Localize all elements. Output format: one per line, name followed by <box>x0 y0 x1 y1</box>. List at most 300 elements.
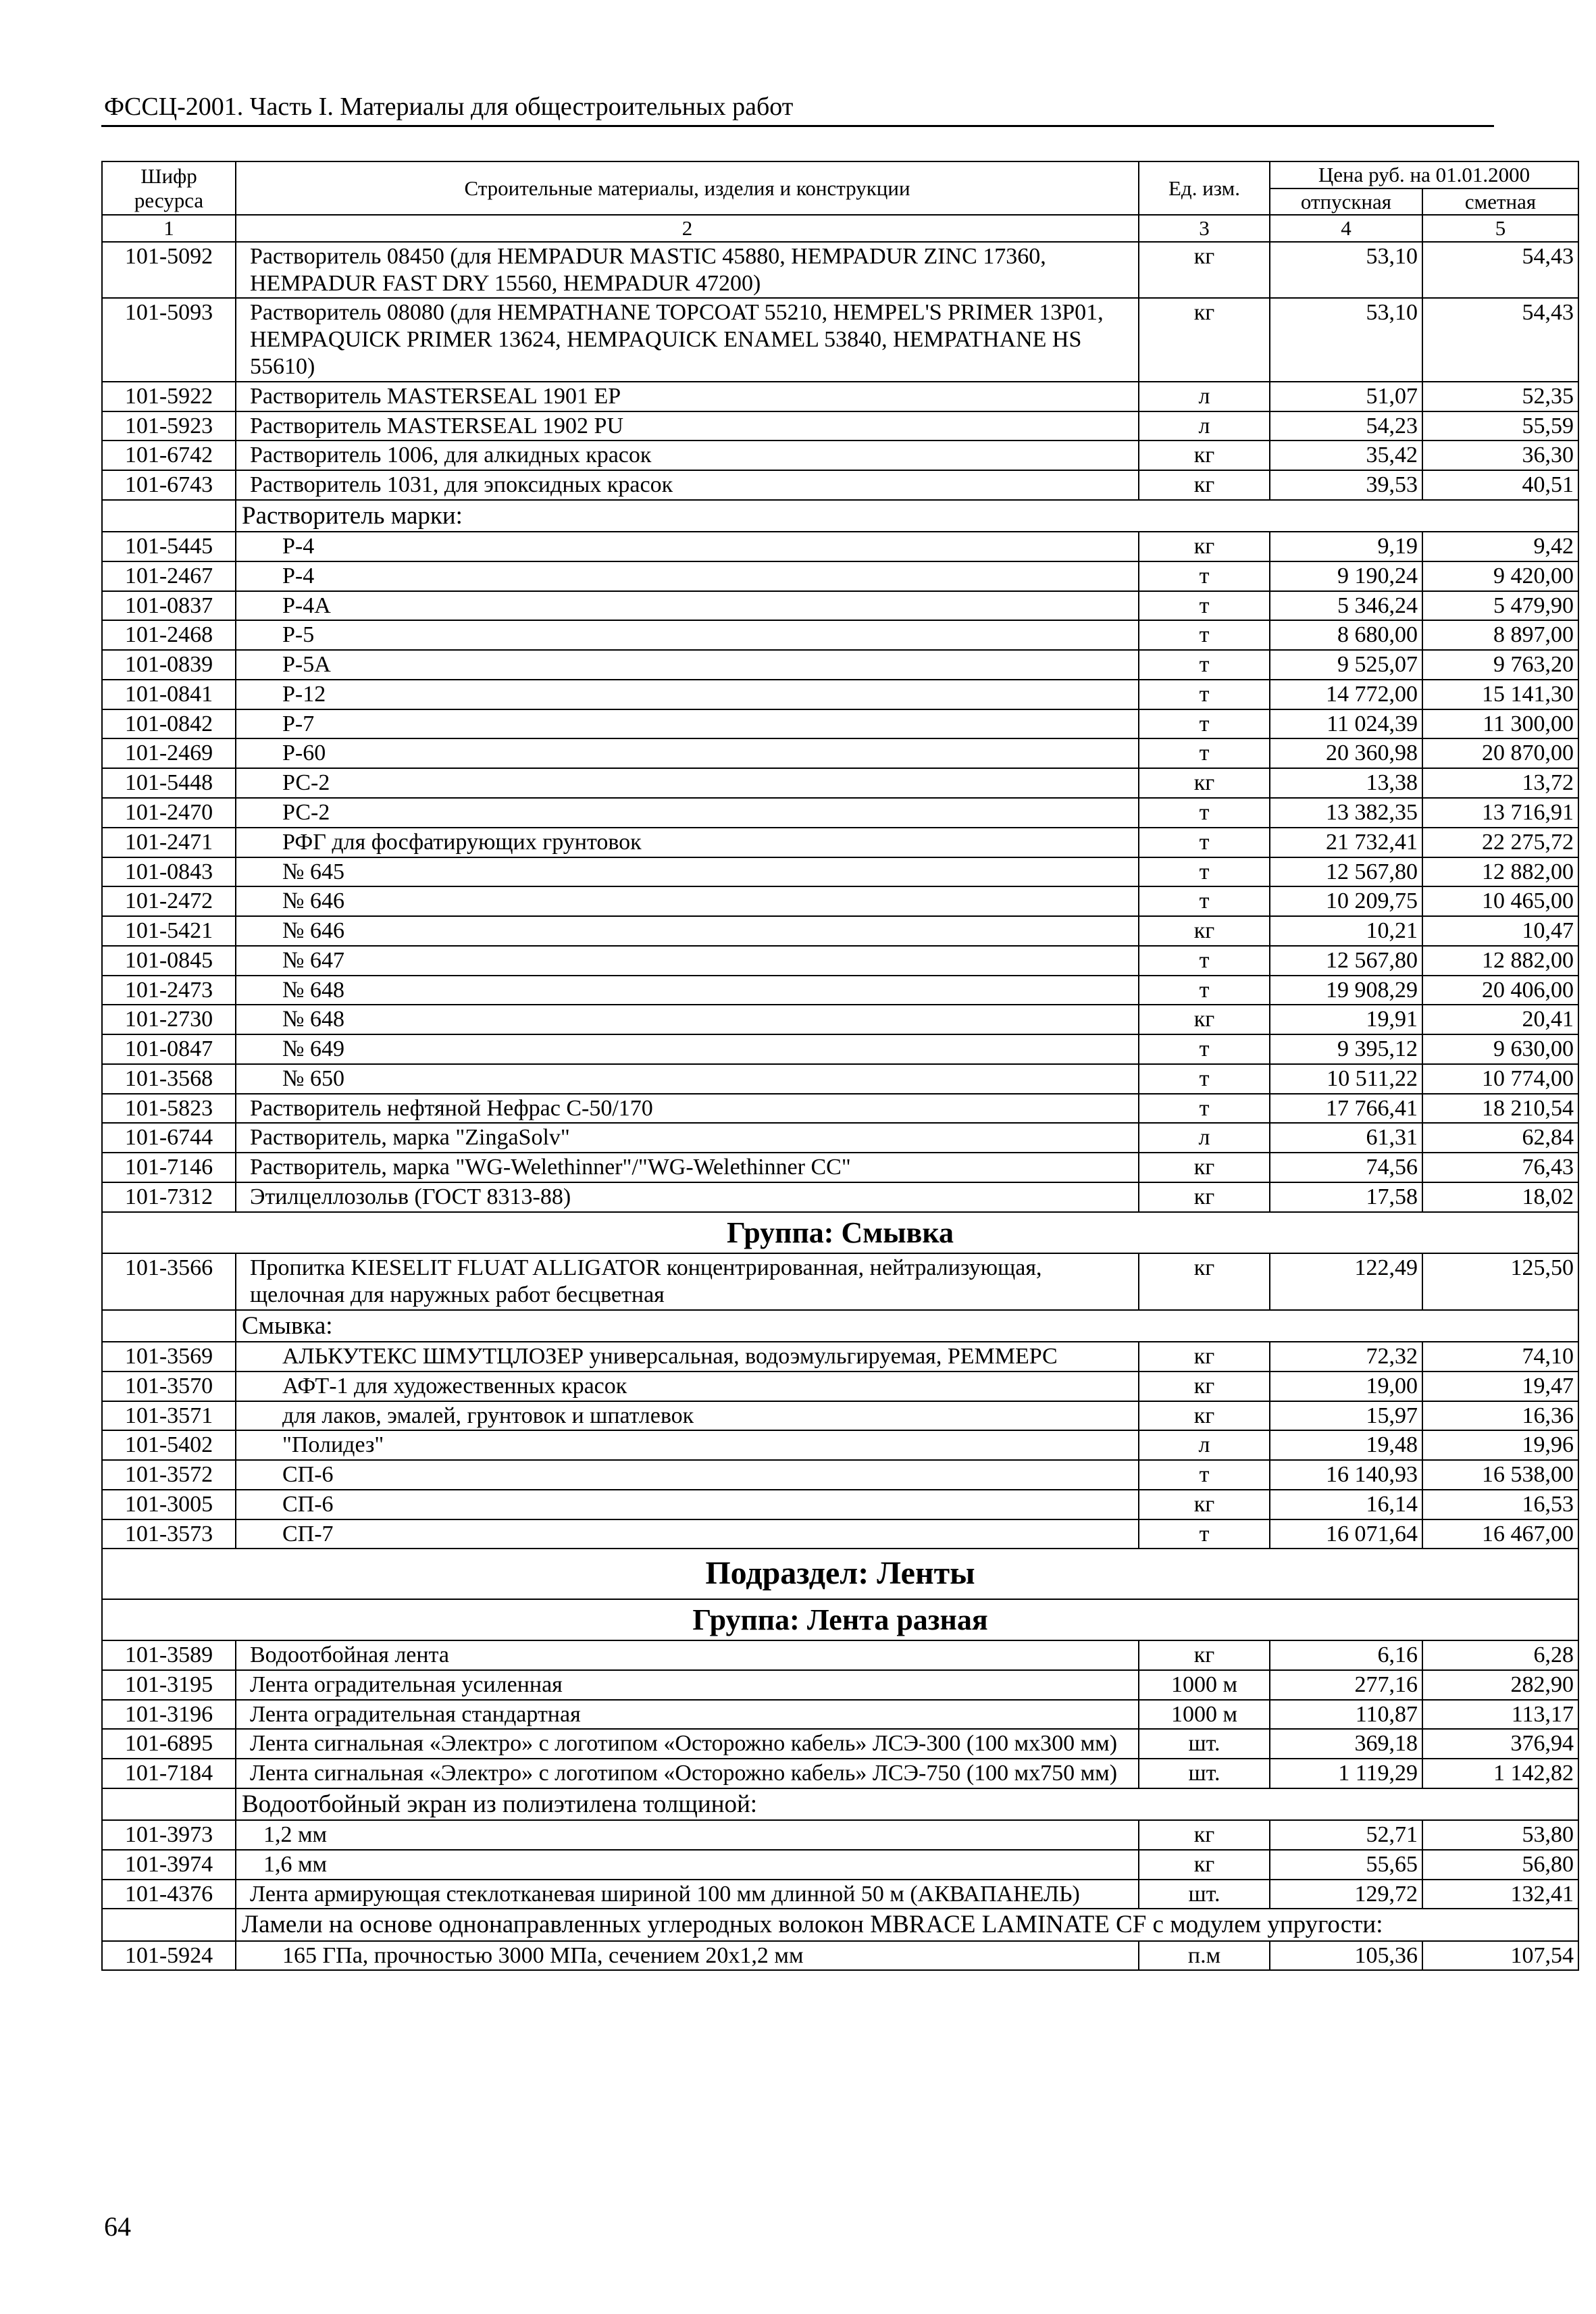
unit-of-measure: кг <box>1139 1153 1270 1182</box>
release-price: 19,00 <box>1270 1372 1422 1401</box>
col-header-code: Шифр ресурса <box>102 161 236 215</box>
estimate-price: 15 141,30 <box>1422 680 1578 709</box>
material-name: 1,6 мм <box>236 1850 1139 1880</box>
table-row <box>102 1123 1578 1153</box>
resource-code: 101-5092 <box>102 242 236 299</box>
unit-of-measure: кг <box>1139 1820 1270 1850</box>
release-price: 19,48 <box>1270 1430 1422 1460</box>
material-name: Лента оградительная стандартная <box>236 1700 1139 1730</box>
material-name: Лента сигнальная «Электро» с логотипом «Осторожно кабель» ЛСЭ-300 (100 мх300 мм) <box>236 1729 1139 1759</box>
table-row <box>102 886 1578 916</box>
material-name: № 649 <box>236 1034 1139 1064</box>
release-price: 5 346,24 <box>1270 591 1422 621</box>
estimate-price: 40,51 <box>1422 470 1578 500</box>
resource-code: 101-2730 <box>102 1005 236 1034</box>
release-price: 129,72 <box>1270 1880 1422 1909</box>
estimate-price: 13 716,91 <box>1422 798 1578 828</box>
unit-of-measure: т <box>1139 709 1270 739</box>
unit-of-measure: кг <box>1139 1005 1270 1034</box>
unit-of-measure: т <box>1139 886 1270 916</box>
table-row <box>102 382 1578 411</box>
estimate-price: 52,35 <box>1422 382 1578 411</box>
estimate-price: 22 275,72 <box>1422 828 1578 857</box>
resource-code: 101-3569 <box>102 1342 236 1372</box>
release-price: 55,65 <box>1270 1850 1422 1880</box>
table-row <box>102 1342 1578 1372</box>
unit-of-measure: кг <box>1139 916 1270 946</box>
release-price: 1 119,29 <box>1270 1759 1422 1788</box>
table-row <box>102 441 1578 470</box>
material-name: СП-7 <box>236 1519 1139 1549</box>
table-row <box>102 798 1578 828</box>
col-header-name: Строительные материалы, изделия и конструкции <box>236 161 1139 215</box>
resource-code: 101-3973 <box>102 1820 236 1850</box>
unit-of-measure: т <box>1139 1034 1270 1064</box>
material-name: АФТ-1 для художественных красок <box>236 1372 1139 1401</box>
unit-of-measure: т <box>1139 857 1270 887</box>
release-price: 35,42 <box>1270 441 1422 470</box>
unit-of-measure: т <box>1139 1094 1270 1124</box>
resource-code: 101-6744 <box>102 1123 236 1153</box>
resource-code: 101-5093 <box>102 298 236 381</box>
release-price: 8 680,00 <box>1270 620 1422 650</box>
release-price: 17,58 <box>1270 1182 1422 1212</box>
group-heading: Группа: Смывка <box>102 1212 1578 1253</box>
table-row <box>102 1729 1578 1759</box>
estimate-price: 16,53 <box>1422 1490 1578 1519</box>
unit-of-measure: кг <box>1139 441 1270 470</box>
resource-code: 101-2473 <box>102 976 236 1005</box>
estimate-price: 132,41 <box>1422 1880 1578 1909</box>
resource-code: 101-3974 <box>102 1850 236 1880</box>
estimate-price: 6,28 <box>1422 1640 1578 1670</box>
resource-code: 101-0842 <box>102 709 236 739</box>
release-price: 16 071,64 <box>1270 1519 1422 1549</box>
estimate-price: 20,41 <box>1422 1005 1578 1034</box>
unit-of-measure: л <box>1139 1430 1270 1460</box>
table-row <box>102 1640 1578 1670</box>
table-row <box>102 242 1578 299</box>
table-row <box>102 1153 1578 1182</box>
resource-code: 101-0843 <box>102 857 236 887</box>
estimate-price: 13,72 <box>1422 768 1578 798</box>
table-row <box>102 946 1578 976</box>
resource-code: 101-2467 <box>102 561 236 591</box>
material-name: 165 ГПа, прочностью 3000 МПа, сечением 20х1,2 мм <box>236 1941 1139 1971</box>
subheading: Ламели на основе однонаправленных углеродных волокон MBRACE LAMINATE CF с модулем упругости: <box>236 1909 1578 1940</box>
release-price: 20 360,98 <box>1270 738 1422 768</box>
resource-code: 101-5402 <box>102 1430 236 1460</box>
material-name: Р-7 <box>236 709 1139 739</box>
estimate-price: 18,02 <box>1422 1182 1578 1212</box>
unit-of-measure: т <box>1139 561 1270 591</box>
release-price: 110,87 <box>1270 1700 1422 1730</box>
release-price: 19,91 <box>1270 1005 1422 1034</box>
release-price: 6,16 <box>1270 1640 1422 1670</box>
material-name: Лента армирующая стеклотканевая шириной 100 мм длинной 50 м (АКВАПАНЕЛЬ) <box>236 1880 1139 1909</box>
material-name: № 650 <box>236 1064 1139 1094</box>
price-table <box>101 161 1579 1971</box>
table-row <box>102 1490 1578 1519</box>
estimate-price: 9 420,00 <box>1422 561 1578 591</box>
release-price: 61,31 <box>1270 1123 1422 1153</box>
resource-code: 101-5448 <box>102 768 236 798</box>
estimate-price: 10 465,00 <box>1422 886 1578 916</box>
unit-of-measure: шт. <box>1139 1759 1270 1788</box>
material-name: Растворитель MASTERSEAL 1902 PU <box>236 411 1139 441</box>
resource-code: 101-2470 <box>102 798 236 828</box>
table-row <box>102 828 1578 857</box>
resource-code: 101-3570 <box>102 1372 236 1401</box>
header-rule <box>101 125 1494 127</box>
estimate-price: 16 538,00 <box>1422 1460 1578 1490</box>
table-row <box>102 1034 1578 1064</box>
table-row <box>102 532 1578 561</box>
material-name: № 646 <box>236 886 1139 916</box>
release-price: 39,53 <box>1270 470 1422 500</box>
material-name: СП-6 <box>236 1460 1139 1490</box>
material-name: Лента оградительная усиленная <box>236 1670 1139 1700</box>
resource-code: 101-3573 <box>102 1519 236 1549</box>
table-row <box>102 1820 1578 1850</box>
release-price: 10 209,75 <box>1270 886 1422 916</box>
estimate-price: 76,43 <box>1422 1153 1578 1182</box>
table-row <box>102 1880 1578 1909</box>
estimate-price: 376,94 <box>1422 1729 1578 1759</box>
unit-of-measure: 1000 м <box>1139 1700 1270 1730</box>
release-price: 21 732,41 <box>1270 828 1422 857</box>
material-name: АЛЬКУТЕКС ШМУТЦЛОЗЕР универсальная, водоэмульгируемая, РЕММЕРС <box>236 1342 1139 1372</box>
empty-code-cell <box>102 1909 236 1940</box>
group-heading: Группа: Лента разная <box>102 1599 1578 1640</box>
resource-code: 101-3589 <box>102 1640 236 1670</box>
unit-of-measure: л <box>1139 411 1270 441</box>
estimate-price: 53,80 <box>1422 1820 1578 1850</box>
resource-code: 101-7184 <box>102 1759 236 1788</box>
material-name: Растворитель 1006, для алкидных красок <box>236 441 1139 470</box>
table-row <box>102 1460 1578 1490</box>
unit-of-measure: шт. <box>1139 1729 1270 1759</box>
material-name: № 646 <box>236 916 1139 946</box>
estimate-price: 9,42 <box>1422 532 1578 561</box>
table-row <box>102 591 1578 621</box>
resource-code: 101-0841 <box>102 680 236 709</box>
table-row <box>102 709 1578 739</box>
release-price: 122,49 <box>1270 1253 1422 1310</box>
release-price: 17 766,41 <box>1270 1094 1422 1124</box>
material-name: № 648 <box>236 1005 1139 1034</box>
unit-of-measure: т <box>1139 1519 1270 1549</box>
table-row <box>102 411 1578 441</box>
material-name: Лента сигнальная «Электро» с логотипом «Осторожно кабель» ЛСЭ-750 (100 мх750 мм) <box>236 1759 1139 1788</box>
group-heading-row <box>102 1212 1578 1253</box>
table-row <box>102 1759 1578 1788</box>
release-price: 105,36 <box>1270 1941 1422 1971</box>
release-price: 15,97 <box>1270 1401 1422 1431</box>
estimate-price: 20 406,00 <box>1422 976 1578 1005</box>
unit-of-measure: т <box>1139 828 1270 857</box>
unit-of-measure: т <box>1139 738 1270 768</box>
estimate-price: 10,47 <box>1422 916 1578 946</box>
subheading: Растворитель марки: <box>236 500 1578 532</box>
resource-code: 101-4376 <box>102 1880 236 1909</box>
table-row <box>102 561 1578 591</box>
resource-code: 101-2471 <box>102 828 236 857</box>
table-row <box>102 1064 1578 1094</box>
col-header-estimate: сметная <box>1422 188 1578 216</box>
table-row <box>102 470 1578 500</box>
estimate-price: 55,59 <box>1422 411 1578 441</box>
estimate-price: 125,50 <box>1422 1253 1578 1310</box>
release-price: 53,10 <box>1270 242 1422 299</box>
table-row <box>102 1430 1578 1460</box>
resource-code: 101-3571 <box>102 1401 236 1431</box>
table-row <box>102 298 1578 381</box>
estimate-price: 56,80 <box>1422 1850 1578 1880</box>
page-number: 64 <box>104 2211 131 2242</box>
table-row <box>102 1850 1578 1880</box>
release-price: 12 567,80 <box>1270 946 1422 976</box>
resource-code: 101-3195 <box>102 1670 236 1700</box>
unit-of-measure: т <box>1139 946 1270 976</box>
resource-code: 101-0845 <box>102 946 236 976</box>
resource-code: 101-0837 <box>102 591 236 621</box>
unit-of-measure: т <box>1139 680 1270 709</box>
material-name: № 647 <box>236 946 1139 976</box>
estimate-price: 36,30 <box>1422 441 1578 470</box>
release-price: 16,14 <box>1270 1490 1422 1519</box>
column-number-row <box>102 215 1578 242</box>
resource-code: 101-3572 <box>102 1460 236 1490</box>
resource-code: 101-5923 <box>102 411 236 441</box>
material-name: Растворитель 08450 (для HEMPADUR MASTIC 45880, HEMPADUR ZINC 17360, HEMPADUR FAST DRY 15560, HEMPADUR 47200) <box>236 242 1139 299</box>
material-name: Р-4 <box>236 532 1139 561</box>
section-heading: Подраздел: Ленты <box>102 1549 1578 1599</box>
column-number: 2 <box>236 215 1139 242</box>
estimate-price: 10 774,00 <box>1422 1064 1578 1094</box>
resource-code: 101-3566 <box>102 1253 236 1310</box>
unit-of-measure: п.м <box>1139 1941 1270 1971</box>
table-header <box>102 161 1578 242</box>
unit-of-measure: кг <box>1139 1253 1270 1310</box>
material-name: Растворитель, марка "WG-Welethinner"/"WG-Welethinner CC" <box>236 1153 1139 1182</box>
release-price: 72,32 <box>1270 1342 1422 1372</box>
release-price: 13 382,35 <box>1270 798 1422 828</box>
unit-of-measure: кг <box>1139 1640 1270 1670</box>
release-price: 54,23 <box>1270 411 1422 441</box>
col-header-unit: Ед. изм. <box>1139 161 1270 215</box>
resource-code: 101-0839 <box>102 650 236 680</box>
subheading: Смывка: <box>236 1310 1578 1342</box>
release-price: 14 772,00 <box>1270 680 1422 709</box>
table-row <box>102 1182 1578 1212</box>
unit-of-measure: кг <box>1139 1850 1270 1880</box>
table-row <box>102 1401 1578 1431</box>
estimate-price: 12 882,00 <box>1422 857 1578 887</box>
estimate-price: 18 210,54 <box>1422 1094 1578 1124</box>
unit-of-measure: т <box>1139 620 1270 650</box>
material-name: Водоотбойная лента <box>236 1640 1139 1670</box>
estimate-price: 11 300,00 <box>1422 709 1578 739</box>
resource-code: 101-6895 <box>102 1729 236 1759</box>
table-row <box>102 620 1578 650</box>
estimate-price: 54,43 <box>1422 242 1578 299</box>
material-name: для лаков, эмалей, грунтовок и шпатлевок <box>236 1401 1139 1431</box>
material-name: Р-5А <box>236 650 1139 680</box>
estimate-price: 9 630,00 <box>1422 1034 1578 1064</box>
estimate-price: 9 763,20 <box>1422 650 1578 680</box>
release-price: 13,38 <box>1270 768 1422 798</box>
release-price: 12 567,80 <box>1270 857 1422 887</box>
estimate-price: 20 870,00 <box>1422 738 1578 768</box>
estimate-price: 8 897,00 <box>1422 620 1578 650</box>
resource-code: 101-2468 <box>102 620 236 650</box>
release-price: 52,71 <box>1270 1820 1422 1850</box>
unit-of-measure: шт. <box>1139 1880 1270 1909</box>
resource-code: 101-3005 <box>102 1490 236 1519</box>
table-row <box>102 1372 1578 1401</box>
unit-of-measure: кг <box>1139 1342 1270 1372</box>
subheading-row <box>102 1788 1578 1820</box>
subheading-row <box>102 1310 1578 1342</box>
estimate-price: 16 467,00 <box>1422 1519 1578 1549</box>
table-row <box>102 768 1578 798</box>
table-row <box>102 1519 1578 1549</box>
estimate-price: 19,47 <box>1422 1372 1578 1401</box>
material-name: Р-5 <box>236 620 1139 650</box>
material-name: Растворитель MASTERSEAL 1901 EP <box>236 382 1139 411</box>
page-header: ФССЦ-2001. Часть I. Материалы для общестроительных работ <box>104 93 794 121</box>
unit-of-measure: т <box>1139 976 1270 1005</box>
release-price: 53,10 <box>1270 298 1422 381</box>
release-price: 9 525,07 <box>1270 650 1422 680</box>
material-name: Растворитель нефтяной Нефрас С-50/170 <box>236 1094 1139 1124</box>
unit-of-measure: кг <box>1139 1401 1270 1431</box>
release-price: 10,21 <box>1270 916 1422 946</box>
material-name: РФГ для фосфатирующих грунтовок <box>236 828 1139 857</box>
subheading-row <box>102 500 1578 532</box>
resource-code: 101-7312 <box>102 1182 236 1212</box>
table-row <box>102 1005 1578 1034</box>
resource-code: 101-6743 <box>102 470 236 500</box>
material-name: Р-12 <box>236 680 1139 709</box>
material-name: РС-2 <box>236 798 1139 828</box>
unit-of-measure: л <box>1139 1123 1270 1153</box>
estimate-price: 282,90 <box>1422 1670 1578 1700</box>
material-name: Пропитка KIESELIT FLUAT ALLIGATOR концентрированная, нейтрализующая, щелочная для наружных работ бесцветная <box>236 1253 1139 1310</box>
resource-code: 101-5445 <box>102 532 236 561</box>
column-number: 3 <box>1139 215 1270 242</box>
table-row <box>102 857 1578 887</box>
resource-code: 101-3196 <box>102 1700 236 1730</box>
unit-of-measure: т <box>1139 591 1270 621</box>
group-heading-row <box>102 1599 1578 1640</box>
resource-code: 101-6742 <box>102 441 236 470</box>
table-row <box>102 650 1578 680</box>
column-number: 4 <box>1270 215 1422 242</box>
unit-of-measure: кг <box>1139 532 1270 561</box>
unit-of-measure: т <box>1139 650 1270 680</box>
estimate-price: 19,96 <box>1422 1430 1578 1460</box>
unit-of-measure: кг <box>1139 470 1270 500</box>
unit-of-measure: 1000 м <box>1139 1670 1270 1700</box>
material-name: № 648 <box>236 976 1139 1005</box>
unit-of-measure: кг <box>1139 1490 1270 1519</box>
material-name: Р-4А <box>236 591 1139 621</box>
release-price: 10 511,22 <box>1270 1064 1422 1094</box>
release-price: 369,18 <box>1270 1729 1422 1759</box>
release-price: 51,07 <box>1270 382 1422 411</box>
release-price: 11 024,39 <box>1270 709 1422 739</box>
table-row <box>102 738 1578 768</box>
resource-code: 101-5922 <box>102 382 236 411</box>
table-row <box>102 916 1578 946</box>
material-name: Р-60 <box>236 738 1139 768</box>
col-header-release: отпускная <box>1270 188 1422 216</box>
resource-code: 101-5823 <box>102 1094 236 1124</box>
estimate-price: 1 142,82 <box>1422 1759 1578 1788</box>
material-name: РС-2 <box>236 768 1139 798</box>
unit-of-measure: кг <box>1139 768 1270 798</box>
estimate-price: 62,84 <box>1422 1123 1578 1153</box>
estimate-price: 74,10 <box>1422 1342 1578 1372</box>
table-body <box>102 242 1578 1971</box>
unit-of-measure: л <box>1139 382 1270 411</box>
table-row <box>102 1941 1578 1971</box>
resource-code: 101-2469 <box>102 738 236 768</box>
empty-code-cell <box>102 500 236 532</box>
subheading: Водоотбойный экран из полиэтилена толщиной: <box>236 1788 1578 1820</box>
material-name: Растворитель, марка "ZingaSolv" <box>236 1123 1139 1153</box>
estimate-price: 5 479,90 <box>1422 591 1578 621</box>
empty-code-cell <box>102 1310 236 1342</box>
resource-code: 101-3568 <box>102 1064 236 1094</box>
resource-code: 101-7146 <box>102 1153 236 1182</box>
table-row <box>102 1253 1578 1310</box>
material-name: Этилцеллозольв (ГОСТ 8313-88) <box>236 1182 1139 1212</box>
estimate-price: 16,36 <box>1422 1401 1578 1431</box>
col-header-price: Цена руб. на 01.01.2000 <box>1270 161 1578 188</box>
unit-of-measure: т <box>1139 1460 1270 1490</box>
table-row <box>102 1094 1578 1124</box>
resource-code: 101-5924 <box>102 1941 236 1971</box>
release-price: 277,16 <box>1270 1670 1422 1700</box>
table-row <box>102 680 1578 709</box>
release-price: 9,19 <box>1270 532 1422 561</box>
unit-of-measure: кг <box>1139 298 1270 381</box>
subheading-row <box>102 1909 1578 1940</box>
unit-of-measure: т <box>1139 1064 1270 1094</box>
material-name: Растворитель 1031, для эпоксидных красок <box>236 470 1139 500</box>
section-heading-row <box>102 1549 1578 1599</box>
material-name: Р-4 <box>236 561 1139 591</box>
material-name: "Полидез" <box>236 1430 1139 1460</box>
column-number: 5 <box>1422 215 1578 242</box>
unit-of-measure: т <box>1139 798 1270 828</box>
resource-code: 101-0847 <box>102 1034 236 1064</box>
release-price: 19 908,29 <box>1270 976 1422 1005</box>
estimate-price: 113,17 <box>1422 1700 1578 1730</box>
estimate-price: 12 882,00 <box>1422 946 1578 976</box>
material-name: 1,2 мм <box>236 1820 1139 1850</box>
unit-of-measure: кг <box>1139 1182 1270 1212</box>
unit-of-measure: кг <box>1139 1372 1270 1401</box>
release-price: 9 190,24 <box>1270 561 1422 591</box>
release-price: 9 395,12 <box>1270 1034 1422 1064</box>
resource-code: 101-2472 <box>102 886 236 916</box>
table-row <box>102 1700 1578 1730</box>
material-name: Растворитель 08080 (для HEMPATHANE TOPCOAT 55210, HEMPEL'S PRIMER 13P01, HEMPAQUICK PRIMER 13624, HEMPAQUICK ENAMEL 53840, HEMPATHANE HS 55610) <box>236 298 1139 381</box>
